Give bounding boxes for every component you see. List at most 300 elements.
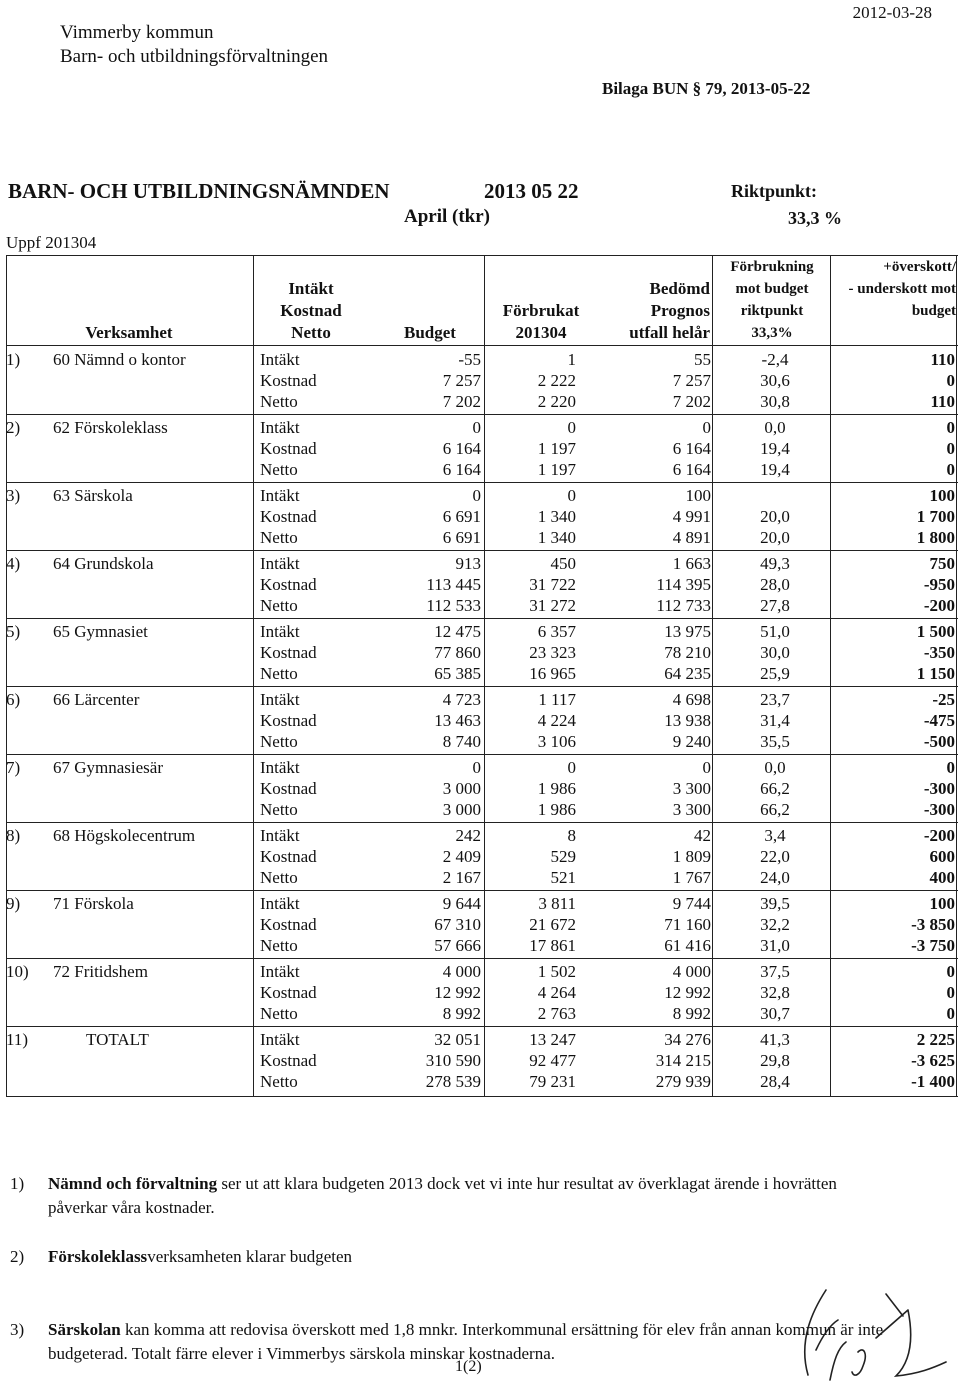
forbrukning-pct-cell: 22,0 [760,847,790,866]
overskott-cell: -3 850 [911,915,955,934]
forbrukat-cell: 17 861 [529,936,576,955]
forbrukning-pct-cell: 27,8 [760,596,790,615]
table-row [6,961,958,1030]
budget-cell: 77 860 [434,643,481,662]
overskott-cell: 400 [929,868,955,887]
forbrukat-cell: 0 [567,486,576,505]
forbrukat-cell: 13 247 [529,1030,576,1049]
row-line [6,527,958,548]
forbrukning-pct-cell: -2,4 [761,350,789,369]
budget-cell: 2 409 [442,847,481,866]
row-line [6,846,958,867]
forbrukat-cell: 8 [567,826,576,845]
budget-cell: 2 167 [442,868,481,887]
budget-cell: 9 644 [442,894,481,913]
row-type-label: Netto [260,1072,298,1091]
forbrukat-cell: 3 106 [537,732,576,751]
col-header-forbrukat-1: Förbrukat [502,301,580,320]
prognos-cell: 6 164 [672,460,711,479]
verksamhet-name: 64 Grundskola [53,554,154,573]
forbrukat-cell: 31 272 [529,596,576,615]
overskott-cell: -300 [923,779,955,798]
riktpunkt-label: Riktpunkt: [731,181,818,201]
table-row [6,825,958,894]
forbrukning-pct-cell: 3,4 [764,826,786,845]
row-line [6,574,958,595]
overskott-cell: 0 [946,983,955,1002]
forbrukning-pct-cell: 37,5 [760,962,790,981]
row-type-label: Intäkt [260,894,300,913]
header-bottom-rule [6,345,958,346]
budget-cell: 65 385 [434,664,481,683]
row-type-label: Kostnad [260,983,317,1002]
row-type-label: Netto [260,460,298,479]
overskott-cell: -950 [923,575,955,594]
forbrukning-pct-cell: 51,0 [760,622,790,641]
forbrukat-cell: 1 117 [538,690,576,709]
budget-cell: 0 [472,418,481,437]
prognos-cell: 42 [694,826,711,845]
forbrukning-pct-cell: 20,0 [760,507,790,526]
bilaga-reference: Bilaga BUN § 79, 2013-05-22 [602,79,811,98]
budget-cell: 0 [472,486,481,505]
verksamhet-name: 63 Särskola [53,486,133,505]
col-header-prognos-2: Prognos [650,301,710,320]
table-row [6,893,958,962]
row-line [6,621,958,642]
overskott-cell: 1 700 [916,507,955,526]
note-body: verksamheten klarar budgeten [147,1247,353,1266]
prognos-cell: 0 [702,758,711,777]
prognos-cell: 1 767 [672,868,711,887]
row-line [6,867,958,888]
table-row [6,553,958,622]
row-type-label: Intäkt [260,1030,300,1049]
forbrukning-pct-cell: 31,4 [760,711,790,730]
forbrukning-pct-cell: 20,0 [760,528,790,547]
document-date: 2012-03-28 [852,3,932,22]
col-header-type-2: Kostnad [280,301,342,320]
row-index: 9) [6,894,21,913]
budget-cell: 6 691 [442,507,481,526]
overskott-cell: -3 625 [911,1051,955,1070]
row-type-label: Netto [260,868,298,887]
row-line [6,799,958,820]
budget-cell: 12 475 [434,622,481,641]
row-type-label: Kostnad [260,847,317,866]
row-type-label: Intäkt [260,486,300,505]
row-type-label: Kostnad [260,915,317,934]
note-1 [10,1172,890,1222]
row-type-label: Netto [260,732,298,751]
overskott-cell: 110 [930,392,955,411]
forbrukat-cell: 31 722 [529,575,576,594]
forbrukning-pct-cell: 23,7 [760,690,790,709]
prognos-cell: 9 744 [672,894,711,913]
col-header-forbrukat-2: 201304 [515,323,567,342]
row-line [6,778,958,799]
prognos-cell: 1 809 [672,847,711,866]
budget-cell: 3 000 [442,800,481,819]
row-type-label: Netto [260,392,298,411]
note-bold-text: Nämnd och förvaltning [48,1174,218,1193]
row-line [6,914,958,935]
prognos-cell: 55 [694,350,711,369]
row-line [6,506,958,527]
verksamhet-name: 71 Förskola [53,894,134,913]
note-body: ser ut att klara budgeten 2013 dock vet vi inte hur resultat av överklagat ärende i hovrätten påverkar våra kostnader. [48,1174,837,1217]
budget-cell: 4 000 [442,962,481,981]
budget-cell: 6 691 [442,528,481,547]
row-type-label: Kostnad [260,507,317,526]
row-type-label: Kostnad [260,779,317,798]
row-index: 2) [6,418,21,437]
prognos-cell: 8 992 [672,1004,711,1023]
overskott-cell: -1 400 [911,1072,955,1091]
forbrukat-cell: 79 231 [529,1072,576,1091]
forbrukning-pct-cell: 30,0 [760,643,790,662]
prognos-cell: 114 395 [656,575,711,594]
overskott-cell: -475 [923,711,955,730]
forbrukning-pct-cell: 0,0 [764,758,786,777]
row-type-label: Kostnad [260,711,317,730]
prognos-cell: 279 939 [655,1072,711,1091]
budget-cell: 242 [455,826,481,845]
forbrukning-pct-cell: 31,0 [760,936,790,955]
row-line [6,1003,958,1024]
overskott-cell: 600 [929,847,955,866]
forbrukning-pct-cell: 41,3 [760,1030,790,1049]
row-type-label: Intäkt [260,554,300,573]
col-header-forbrukning-4: 33,3% [751,325,793,341]
forbrukat-cell: 3 811 [538,894,576,913]
col-header-type-3: Netto [291,323,331,342]
verksamhet-name: 65 Gymnasiet [53,622,148,641]
prognos-cell: 0 [702,418,711,437]
overskott-cell: 0 [946,962,955,981]
page-title: BARN- OCH UTBILDNINGSNÄMNDEN [8,179,390,203]
forbrukning-pct-cell: 39,5 [760,894,790,913]
budget-cell: 7 257 [442,371,481,390]
forbrukat-cell: 1 986 [537,800,576,819]
forbrukning-pct-cell: 24,0 [760,868,790,887]
forbrukning-pct-cell: 29,8 [760,1051,790,1070]
prognos-cell: 9 240 [672,732,711,751]
note-number: 1) [10,1174,25,1193]
row-line [6,459,958,480]
forbrukning-pct-cell: 28,0 [760,575,790,594]
prognos-cell: 4 891 [672,528,711,547]
budget-cell: 6 164 [442,460,481,479]
row-line [6,935,958,956]
overskott-cell: 0 [946,439,955,458]
verksamhet-name: 60 Nämnd o kontor [53,350,186,369]
budget-cell: 57 666 [434,936,481,955]
prognos-cell: 4 698 [672,690,711,709]
row-index: 7) [6,758,21,777]
budget-cell: 12 992 [434,983,481,1002]
budget-cell: 6 164 [442,439,481,458]
budget-cell: 0 [472,758,481,777]
col-header-budget: Budget [404,323,456,342]
budget-cell: 8 740 [442,732,481,751]
row-type-label: Netto [260,596,298,615]
report-period: April (tkr) [404,206,491,227]
row-line [6,485,958,506]
overskott-cell: 0 [946,758,955,777]
overskott-cell: 0 [946,371,955,390]
overskott-cell: 100 [929,486,955,505]
budget-cell: 8 992 [442,1004,481,1023]
overskott-cell: 2 225 [916,1030,955,1049]
overskott-cell: -500 [923,732,955,751]
budget-cell: 310 590 [425,1051,481,1070]
forbrukning-pct-cell: 28,4 [760,1072,790,1091]
note-3 [10,1318,890,1368]
forbrukat-cell: 4 264 [537,983,576,1002]
forbrukat-cell: 4 224 [537,711,576,730]
forbrukning-pct-cell: 30,8 [760,392,790,411]
forbrukat-cell: 1 [567,350,576,369]
budget-cell: 32 051 [434,1030,481,1049]
forbrukat-cell: 1 197 [537,439,576,458]
row-type-label: Netto [260,936,298,955]
col-header-prognos-3: utfall helår [629,323,710,342]
row-index: 5) [6,622,21,641]
forbrukat-cell: 6 357 [537,622,576,641]
prognos-cell: 3 300 [672,800,711,819]
org-name: Vimmerby kommun [60,22,214,43]
overskott-cell: -25 [932,690,955,709]
prognos-cell: 3 300 [672,779,711,798]
prognos-cell: 4 000 [672,962,711,981]
meeting-date: 2013 05 22 [484,179,579,203]
overskott-cell: 110 [930,350,955,369]
prognos-cell: 78 210 [664,643,711,662]
row-line [6,370,958,391]
row-line [6,1029,958,1050]
note-number: 3) [10,1320,25,1339]
verksamhet-name: TOTALT [86,1030,149,1049]
forbrukning-pct-cell: 25,9 [760,664,790,683]
overskott-cell: 100 [929,894,955,913]
budget-cell: 113 445 [426,575,481,594]
budget-cell: 67 310 [434,915,481,934]
verksamhet-name: 68 Högskolecentrum [53,826,196,845]
row-type-label: Intäkt [260,690,300,709]
forbrukat-cell: 0 [567,418,576,437]
row-line [6,595,958,616]
note-body: kan komma att redovisa överskott med 1,8 mnkr. Interkommunal ersättning för elev från annan kommun är inte budgeterad. Totalt färre elever i Vimmerbys särskola minskar kostnaderna. [48,1320,884,1363]
table-row [6,757,958,826]
row-type-label: Kostnad [260,371,317,390]
row-line [6,417,958,438]
forbrukning-pct-cell: 19,4 [760,460,790,479]
prognos-cell: 12 992 [664,983,711,1002]
row-index: 10) [6,962,29,981]
note-2 [10,1245,890,1271]
forbrukat-cell: 1 197 [537,460,576,479]
overskott-cell: 0 [946,418,955,437]
row-type-label: Kostnad [260,1051,317,1070]
budget-cell: 3 000 [442,779,481,798]
overskott-cell: 1 150 [916,664,955,683]
row-type-label: Intäkt [260,350,300,369]
forbrukat-cell: 16 965 [529,664,576,683]
forbrukat-cell: 1 986 [537,779,576,798]
prognos-cell: 13 975 [664,622,711,641]
row-index: 4) [6,554,21,573]
row-type-label: Intäkt [260,962,300,981]
table-row [6,349,958,418]
prognos-cell: 314 215 [655,1051,711,1070]
row-index: 1) [6,350,21,369]
budget-cell: 4 723 [442,690,481,709]
col-header-overskott-1: +överskott/ [883,259,956,275]
prognos-cell: 4 991 [672,507,711,526]
row-line [6,553,958,574]
forbrukning-pct-cell: 66,2 [760,800,790,819]
row-type-label: Intäkt [260,418,300,437]
row-type-label: Kostnad [260,575,317,594]
row-type-label: Netto [260,664,298,683]
overskott-cell: -200 [923,826,955,845]
row-type-label: Netto [260,800,298,819]
col-header-prognos-1: Bedömd [649,279,710,298]
riktpunkt-value: 33,3 % [788,208,842,228]
budget-cell: 13 463 [434,711,481,730]
forbrukat-cell: 21 672 [529,915,576,934]
row-index: 6) [6,690,21,709]
row-type-label: Kostnad [260,643,317,662]
row-line [6,982,958,1003]
row-line [6,349,958,370]
forbrukning-pct-cell: 32,8 [760,983,790,1002]
table-row [6,621,958,690]
row-line [6,663,958,684]
row-index: 8) [6,826,21,845]
budget-cell: 112 533 [426,596,481,615]
row-line [6,689,958,710]
note-text [48,1172,888,1220]
overskott-cell: -300 [923,800,955,819]
overskott-cell: -350 [923,643,955,662]
department-name: Barn- och utbildningsförvaltningen [60,46,329,67]
forbrukat-cell: 23 323 [529,643,576,662]
overskott-cell: -3 750 [911,936,955,955]
forbrukat-cell: 2 763 [537,1004,576,1023]
row-line [6,893,958,914]
row-line [6,391,958,412]
forbrukat-cell: 2 222 [537,371,576,390]
overskott-cell: 0 [946,1004,955,1023]
overskott-cell: -200 [923,596,955,615]
prognos-cell: 34 276 [664,1030,711,1049]
row-line [6,825,958,846]
col-header-forbrukning-1: Förbrukning [730,259,814,275]
prognos-cell: 1 663 [672,554,711,573]
col-header-forbrukning-3: riktpunkt [740,303,804,319]
forbrukning-pct-cell: 19,4 [760,439,790,458]
note-text [48,1245,888,1269]
row-type-label: Netto [260,528,298,547]
forbrukning-pct-cell: 32,2 [760,915,790,934]
forbrukat-cell: 1 340 [537,507,576,526]
prognos-cell: 64 235 [664,664,711,683]
table-row [6,417,958,486]
row-line [6,438,958,459]
verksamhet-name: 66 Lärcenter [53,690,140,709]
forbrukat-cell: 0 [567,758,576,777]
row-type-label: Kostnad [260,439,317,458]
table-row [6,1029,958,1098]
verksamhet-name: 72 Fritidshem [53,962,148,981]
forbrukat-cell: 521 [550,868,576,887]
budget-cell: 913 [455,554,481,573]
forbrukat-cell: 529 [550,847,576,866]
handwritten-signature [768,1280,948,1390]
row-type-label: Intäkt [260,758,300,777]
forbrukat-cell: 1 502 [537,962,576,981]
uppf-label: Uppf 201304 [6,233,97,252]
col-header-overskott-2: - underskott mot [848,281,956,297]
col-header-forbrukning-2: mot budget [735,281,809,297]
col-header-overskott-3: budget [911,303,956,319]
row-line [6,1071,958,1092]
note-bold-text: Förskoleklass [48,1247,148,1266]
prognos-cell: 7 202 [672,392,711,411]
forbrukat-cell: 1 340 [537,528,576,547]
prognos-cell: 100 [685,486,711,505]
overskott-cell: 0 [946,460,955,479]
overskott-cell: 1 800 [916,528,955,547]
forbrukning-pct-cell: 49,3 [760,554,790,573]
row-line [6,642,958,663]
prognos-cell: 13 938 [664,711,711,730]
prognos-cell: 7 257 [672,371,711,390]
overskott-cell: 1 500 [916,622,955,641]
row-type-label: Intäkt [260,826,300,845]
prognos-cell: 71 160 [664,915,711,934]
row-line [6,961,958,982]
forbrukning-pct-cell: 0,0 [764,418,786,437]
forbrukat-cell: 2 220 [537,392,576,411]
prognos-cell: 6 164 [672,439,711,458]
note-number: 2) [10,1247,25,1266]
row-line [6,1050,958,1071]
forbrukat-cell: 92 477 [529,1051,576,1070]
table-row [6,689,958,758]
col-header-verksamhet: Verksamhet [85,323,173,342]
forbrukning-pct-cell: 30,7 [760,1004,790,1023]
forbrukning-pct-cell: 66,2 [760,779,790,798]
row-type-label: Netto [260,1004,298,1023]
col-header-type-1: Intäkt [288,279,334,298]
forbrukning-pct-cell: 35,5 [760,732,790,751]
row-index: 3) [6,486,21,505]
verksamhet-name: 67 Gymnasiesär [53,758,164,777]
row-line [6,757,958,778]
row-type-label: Intäkt [260,622,300,641]
forbrukning-pct-cell: 30,6 [760,371,790,390]
table-row [6,485,958,554]
row-line [6,731,958,752]
budget-cell: 278 539 [425,1072,481,1091]
row-index: 11) [6,1030,29,1049]
forbrukat-cell: 450 [550,554,576,573]
budget-cell: 7 202 [442,392,481,411]
page-number: 1(2) [455,1358,482,1375]
